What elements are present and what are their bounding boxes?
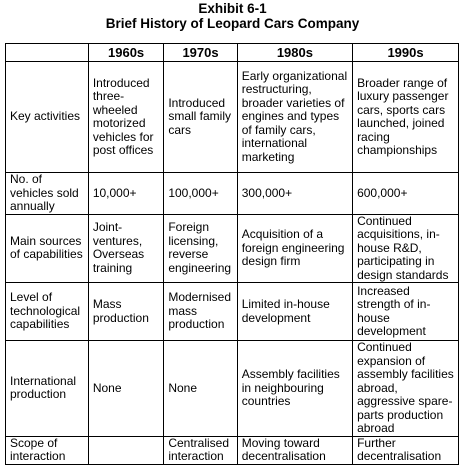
row-label: Main sources of capabilities [6,214,89,283]
table-row-international-production [6,341,459,437]
cell-1990s: Increased strength of in-house development [353,283,459,341]
table-row-capability-sources [6,214,459,283]
exhibit-number: Exhibit 6-1 [198,1,267,16]
cell-1970s: None [164,341,237,437]
cell-1960s: Joint-ventures, Overseas training [88,214,164,283]
exhibit-title-block [0,1,465,31]
header-1960s: 1960s [88,44,164,62]
cell-1990s: Continued expansion of assembly facilities abroad, aggressive spare-parts production abroad [353,341,459,437]
cell-1970s: Foreign licensing, reverse engineering [164,214,237,283]
cell-1980s: Assembly facilities in neighbouring countries [237,341,352,437]
cell-1960s: Introduced three-wheeled motorized vehicles for post offices [88,62,164,173]
table-row-tech-capabilities [6,283,459,341]
exhibit-title: Brief History of Leopard Cars Company [105,16,360,31]
row-label: Key activities [6,62,89,173]
row-label: International production [6,341,89,437]
cell-1980s: Acquisition of a foreign engineering design firm [237,214,352,283]
cell-1980s: 300,000+ [237,173,352,215]
cell-1970s: Centralised interaction [164,436,237,464]
history-table [5,43,459,465]
cell-1960s: 10,000+ [88,173,164,215]
cell-1980s: Moving toward decentralisation [237,436,352,464]
table-row-scope-of-interaction [6,436,459,464]
cell-1970s: Introduced small family cars [164,62,237,173]
header-row [6,44,459,62]
cell-1990s: Continued acquisitions, in-house R&D, participating in design standards [353,214,459,283]
cell-1980s: Limited in-house development [237,283,352,341]
cell-1960s [88,436,164,464]
header-1980s: 1980s [237,44,352,62]
cell-1970s: 100,000+ [164,173,237,215]
cell-1990s: Further decentralisation [353,436,459,464]
cell-1960s: Mass production [88,283,164,341]
header-corner [6,44,89,62]
header-1970s: 1970s [164,44,237,62]
cell-1970s: Modernised mass production [164,283,237,341]
table-row-vehicles-sold [6,173,459,215]
row-label: Scope of interaction [6,436,89,464]
table-row-key-activities [6,62,459,173]
cell-1980s: Early organizational restructuring, broader varieties of engines and types of family cars, international marketing [237,62,352,173]
cell-1960s: None [88,341,164,437]
cell-1990s: Broader range of luxury passenger cars, sports cars launched, joined racing championships [353,62,459,173]
header-1990s: 1990s [353,44,459,62]
row-label: Level of technological capabilities [6,283,89,341]
row-label: No. of vehicles sold annually [6,173,89,215]
cell-1990s: 600,000+ [353,173,459,215]
